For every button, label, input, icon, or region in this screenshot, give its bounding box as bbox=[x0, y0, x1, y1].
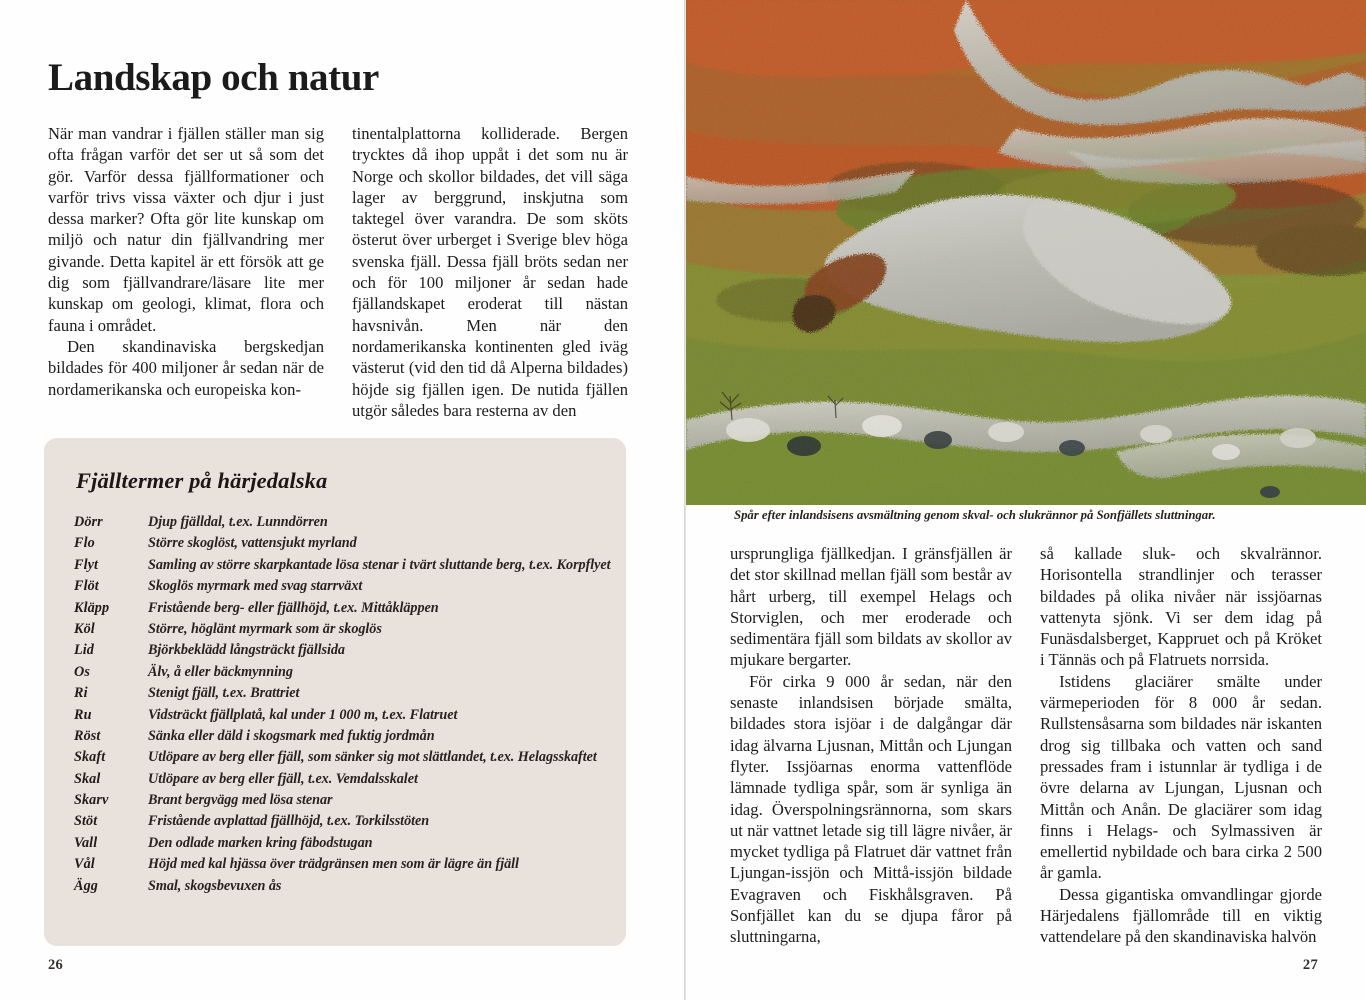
glossary-definition: Större, höglänt myrmark som är skoglös bbox=[148, 620, 382, 637]
glossary-term: Skarv bbox=[74, 792, 109, 809]
glossary-term: Ru bbox=[74, 706, 92, 723]
glossary-term: Lid bbox=[74, 642, 95, 659]
glossary-term: Stöt bbox=[74, 813, 98, 830]
glossary-term: Ägg bbox=[74, 877, 98, 894]
glossary-definition: Skoglös myrmark med svag starrväxt bbox=[148, 578, 363, 595]
glossary-list bbox=[74, 514, 611, 895]
glossary-row bbox=[74, 728, 600, 745]
page-right-27 bbox=[686, 0, 1366, 1000]
glossary-row bbox=[74, 621, 600, 638]
glossary-definition: Sänka eller däld i skogsmark med fuktig jordmån bbox=[148, 727, 435, 744]
glossary-term: Kläpp bbox=[74, 599, 110, 616]
body-column-1 bbox=[730, 543, 1012, 948]
glossary-definition: Stenigt fjäll, t.ex. Brattriet bbox=[148, 685, 300, 702]
glossary-definition: Fristående berg- eller fjällhöjd, t.ex. Mittåkläppen bbox=[148, 599, 439, 616]
glossary-term: Röst bbox=[74, 727, 101, 744]
glossary-row bbox=[74, 535, 600, 552]
glossary-term: Köl bbox=[74, 620, 95, 637]
glossary-definition: Samling av större skarpkantade lösa stenar i tvärt sluttande berg, t.ex. Korpflyet bbox=[148, 556, 611, 573]
glossary-row bbox=[74, 878, 600, 895]
glossary-definition: Höjd med kal hjässa över trädgränsen men som är lägre än fjäll bbox=[148, 856, 519, 873]
glossary-row bbox=[74, 749, 600, 766]
glossary-term: Flyt bbox=[74, 556, 99, 573]
page-title: Landskap och natur bbox=[48, 56, 379, 99]
paragraph: tinentalplattorna kolliderade. Bergen trycktes då ihop uppåt i det som nu är Norge och skollor bildades, det vill säga lager av berggrund, inskjutna som taktegel över varandra. De som sköts österut över urberget i Sverige blev höga svenska fjäll. Dessa fjäll bröts sedan ner och för 100 miljoner år sedan hade fjällandskapet eroderat till nästan havsnivån. Men när den nordamerikanska kontinenten gled iväg västerut (vid den tid då Alperna bildades) höjde sig fjällen igen. De nutida fjällen utgör således bara resterna av den bbox=[352, 124, 628, 420]
glossary-row bbox=[74, 792, 600, 809]
glossary-term: Flöt bbox=[74, 578, 99, 595]
paragraph: Den skandinaviska bergskedjan bildades för 400 miljoner år sedan när de nordamerikanska och europeiska kon- bbox=[48, 336, 324, 399]
glossary-definition: Djup fjälldal, t.ex. Lunndörren bbox=[148, 514, 328, 530]
folio-page-number: 27 bbox=[1302, 957, 1318, 973]
body-columns-left bbox=[48, 123, 628, 421]
glossary-definition: Fristående avplattad fjällhöjd, t.ex. Torkilsstöten bbox=[148, 813, 430, 830]
glossary-definition: Utlöpare av berg eller fjäll, som sänker sig mot slättlandet, t.ex. Helagsskaftet bbox=[148, 749, 597, 766]
glossary-term: Flo bbox=[74, 535, 95, 552]
paragraph: så kallade sluk- och skvalrännor. Horisontella strandlinjer och terasser bildades på olika nivåer när issjöarnas vattenyta sjönk. Vi ser dem idag på Funäsdalsberget, Kappruet och på Kröket i Tännäs och på Flatruets norrsida. bbox=[1040, 544, 1322, 670]
glossary-definition: Den odlade marken kring fäbodstugan bbox=[148, 834, 373, 851]
glossary-row bbox=[74, 707, 600, 724]
body-columns-right bbox=[730, 543, 1322, 948]
glossary-term: Vall bbox=[74, 834, 98, 851]
glossary-title: Fjälltermer på härjedalska bbox=[76, 468, 328, 493]
glossary-box bbox=[44, 438, 626, 946]
glossary-definition: Älv, å eller bäckmynning bbox=[148, 663, 293, 680]
glossary-definition: Björkbeklädd långsträckt fjällsida bbox=[148, 642, 345, 659]
paragraph: Istidens glaciärer smälte under värmeperioden för 8 000 år sedan. Rullstensåsarna som bildades när iskanten drog sig tillbaka och vatten och sand pressades fram i istunnlar är tydliga i de övre delarna av Ljungan, Ljusnan och Mittån och Anån. De glaciärer som idag finns i Helags- och Sylmassiven är emellertid nybildade och bara cirka 2 500 år gamla. bbox=[1040, 671, 1322, 883]
glossary-term: Skal bbox=[74, 770, 101, 787]
photo-caption: Spår efter inlandsisens avsmältning genom skval- och slukrännor på Sonfjällets sluttningar. bbox=[734, 508, 1216, 522]
glossary-term: Skaft bbox=[74, 749, 106, 766]
folio-page-number: 26 bbox=[48, 957, 64, 973]
body-column-2 bbox=[1040, 543, 1322, 948]
glossary-row bbox=[74, 578, 600, 595]
landscape-photo bbox=[686, 0, 1366, 505]
glossary-row bbox=[74, 813, 600, 830]
glossary-definition: Utlöpare av berg eller fjäll, t.ex. Vemdalsskalet bbox=[148, 770, 418, 787]
glossary-row bbox=[74, 664, 600, 681]
glossary-term: Os bbox=[74, 663, 90, 680]
glossary-term: Vål bbox=[74, 856, 95, 873]
glossary-row bbox=[74, 556, 611, 574]
glossary-row bbox=[74, 600, 600, 617]
glossary-row bbox=[74, 642, 600, 659]
body-column-2 bbox=[352, 123, 628, 421]
glossary-definition: Större skoglöst, vattensjukt myrland bbox=[148, 535, 357, 552]
book-spine bbox=[684, 0, 686, 1000]
glossary-row bbox=[74, 685, 600, 702]
paragraph: Dessa gigantiska omvandlingar gjorde Härjedalens fjällområde till en viktig vattendelare på den skandinaviska halvön bbox=[1040, 884, 1322, 947]
paragraph: När man vandrar i fjällen ställer man sig ofta frågan varför det ser ut så som det gör. Varför dessa fjällformationer och varför trivs vissa växter och djur i just dessa marker? Ofta gör lite kunskap om miljö och natur din fjällvandring mer givande. Detta kapitel är ett försök att ge dig som fjällvandrare/läsare lite mer kunskap om geologi, klimat, flora och fauna i området. bbox=[48, 124, 324, 335]
body-column-1 bbox=[48, 123, 324, 421]
glossary-term: Ri bbox=[74, 685, 88, 702]
paragraph: ursprungliga fjällkedjan. I gränsfjällen är det stor skillnad mellan fjäll som består av hårt urberg, till exempel Helags och Storviglen, och mer eroderade och sedimentära fjäll som bildats av skollor av mjukare bergarter. bbox=[730, 544, 1012, 670]
glossary-definition: Vidsträckt fjällplatå, kal under 1 000 m, t.ex. Flatruet bbox=[148, 706, 458, 723]
glossary-row bbox=[74, 514, 600, 531]
glossary-definition: Smal, skogsbevuxen ås bbox=[148, 877, 282, 894]
glossary-term: Dörr bbox=[74, 514, 103, 530]
glossary-row bbox=[74, 835, 600, 852]
paragraph: För cirka 9 000 år sedan, när den senaste inlandsisen började smälta, bildades stora isjöar i de dalgångar där idag älvarna Ljusnan, Mittån och Ljungan flyter. Issjöarnas enorma vattenflöde lämnade tydliga spår, som är synliga än idag. Överspolningsrännorna, som skars ut när vattnet letade sig till lägre nivåer, är mycket tydliga på Flatruet där vattnet från Ljungan-issjön och Mittå-issjön bildade Evagraven och Fiskhålsgraven. På Sonfjället kan du se djupa fåror på sluttningarna, bbox=[730, 671, 1012, 947]
glossary-row bbox=[74, 771, 600, 788]
glossary-row bbox=[74, 856, 600, 873]
glossary-definition: Brant bergvägg med lösa stenar bbox=[148, 792, 333, 809]
